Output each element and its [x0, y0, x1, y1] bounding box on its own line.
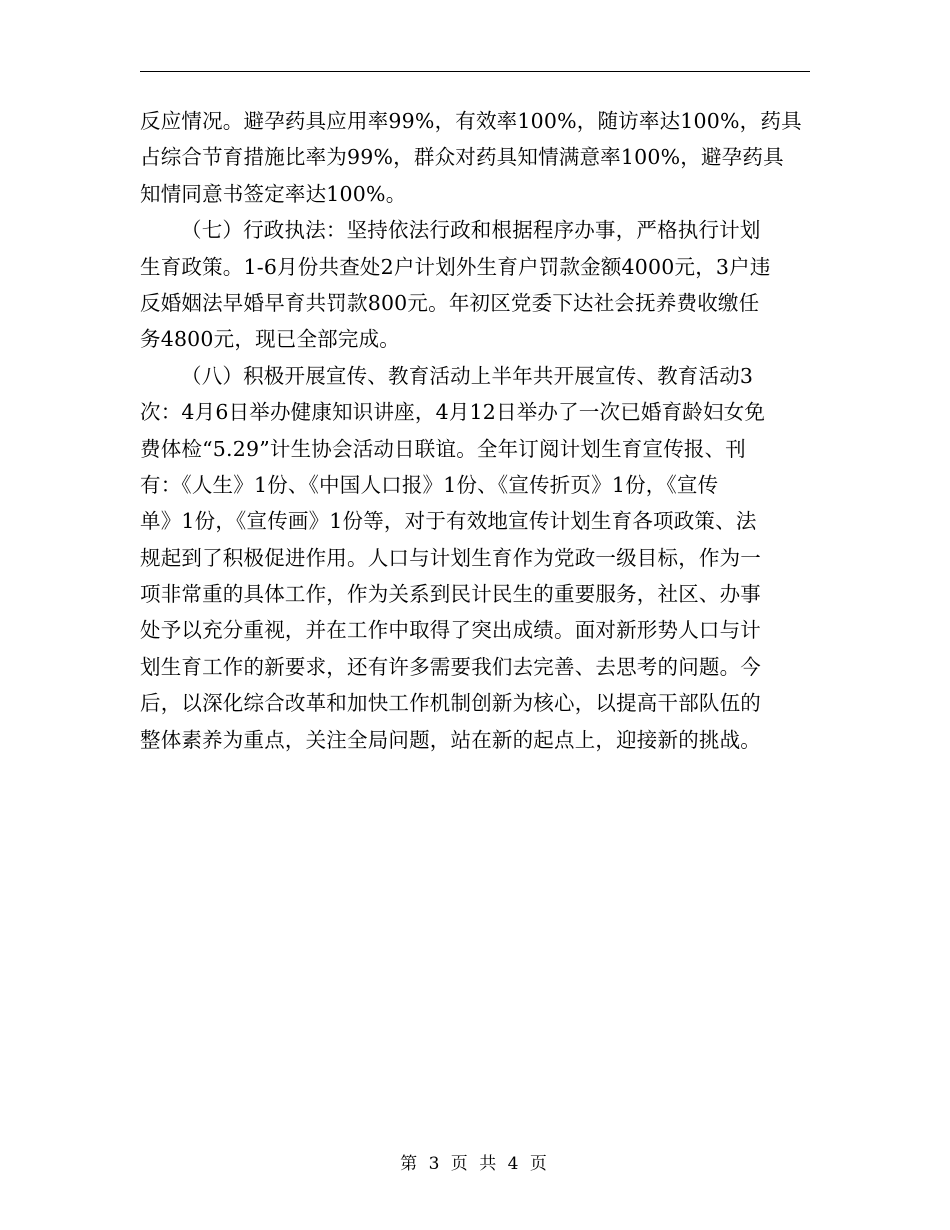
body-text-line: 处予以充分重视，并在工作中取得了突出成绩。面对新形势人口与计 — [140, 618, 761, 643]
body-text-line: 占综合节育措施比率为99%，群众对药具知情满意率100%，避孕药具 — [140, 145, 784, 170]
body-text-line: 知情同意书签定率达100%。 — [140, 181, 407, 206]
body-text-line: 生育政策。1-6月份共查处2户计划外生育户罚款金额4000元，3户违 — [140, 254, 771, 279]
body-text-line: 整体素养为重点，关注全局问题，站在新的起点上，迎接新的挑战。 — [140, 727, 761, 752]
body-text-line: 规起到了积极促进作用。人口与计划生育作为党政一级目标，作为一 — [140, 545, 761, 570]
body-text-line: 反婚姻法早婚早育共罚款800元。年初区党委下达社会抚养费收缴任 — [140, 290, 760, 315]
body-text-line: 项非常重的具体工作，作为关系到民计民生的重要服务，社区、办事 — [140, 582, 761, 607]
body-text-line: 务4800元，现已全部完成。 — [140, 327, 400, 352]
page-number: 第 3 页 共 4 页 — [400, 1154, 550, 1174]
body-text-line: 费体检“5.29”计生协会活动日联谊。全年订阅计划生育宣传报、刊 — [140, 436, 747, 461]
header-rule — [140, 71, 810, 72]
paragraph-start-line: （七）行政执法：坚持依法行政和根据程序办事，严格执行计划 — [181, 218, 761, 243]
body-text-line: 后，以深化综合改革和加快工作机制创新为核心，以提高干部队伍的 — [140, 691, 761, 716]
body-text-line: 划生育工作的新要求，还有许多需要我们去完善、去思考的问题。今 — [140, 654, 761, 679]
body-text-line: 有：《人生》1份、《中国人口报》1份、《宣传折页》1份，《宣传 — [140, 472, 719, 497]
paragraph-start-line: （八）积极开展宣传、教育活动上半年共开展宣传、教育活动3 — [181, 363, 754, 388]
body-text-line: 次：4月6日举办健康知识讲座，4月12日举办了一次已婚育龄妇女免 — [140, 400, 766, 425]
body-text-line: 反应情况。避孕药具应用率99%，有效率100%，随访率达100%，药具 — [140, 109, 802, 133]
document-body — [140, 103, 816, 758]
body-text-line: 单》1份，《宣传画》1份等，对于有效地宣传计划生育各项政策、法 — [140, 509, 757, 534]
